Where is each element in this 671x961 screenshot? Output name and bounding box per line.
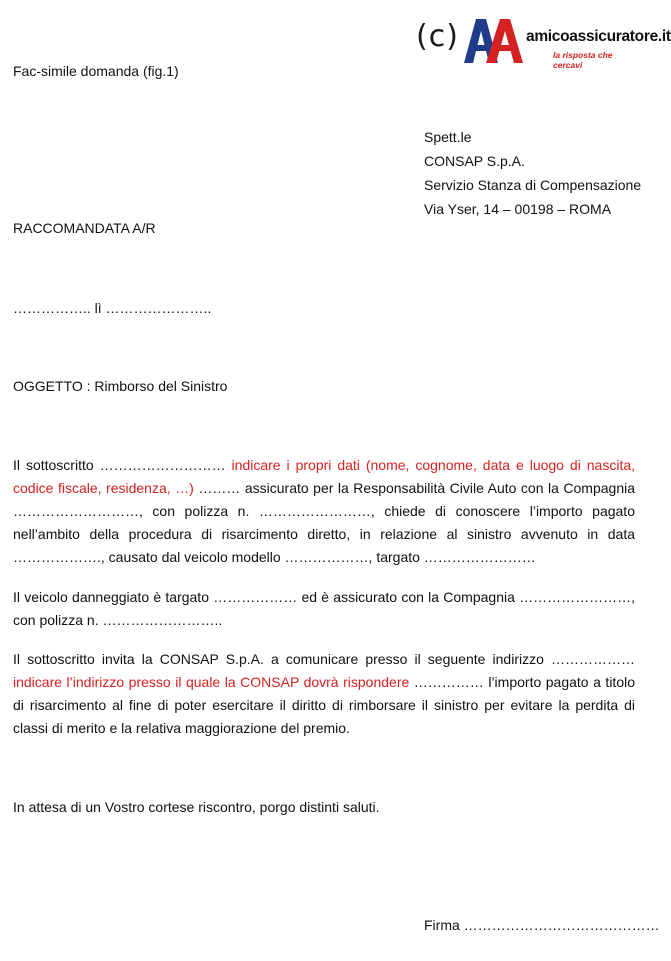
body-paragraph-2: Il veicolo danneggiato è targato ……………… ed è assicurato con la Compagnia ……………………, con polizza n. …………………….. (13, 589, 635, 628)
paragraph-1-intro: Il sottoscritto ……………………… (13, 457, 232, 473)
recipient-address (424, 125, 641, 221)
document-caption: Fac-simile domanda (fig.1) (13, 63, 179, 79)
logo-copyright-mark: (c) (416, 19, 459, 54)
paragraph-3-instruction: indicare l’indirizzo presso il quale la CONSAP dovrà rispondere (13, 674, 410, 690)
subject-line: OGGETTO : Rimborso del Sinistro (13, 378, 228, 394)
logo-brand-name: amicoassicuratore.it (526, 28, 671, 45)
signature-line: Firma …………………………………… (424, 917, 660, 933)
paragraph-1-rest: ……… assicurato per la Responsabilità Civile Auto con la Compagnia ………………………, con polizza n. ……………………, chiede di conoscere l’importo pagato nell’ambito della procedura di risarcimento diretto, in relazione al sinistro avvenuto in data ………………., causato dal veicolo modello ………………, targato …………………… (13, 480, 635, 565)
logo-tagline: la risposta che cercavi (553, 50, 613, 70)
closing-line: In attesa di un Vostro cortese riscontro, porgo distinti saluti. (13, 799, 380, 815)
paragraph-1-instruction: indicare i propri dati (nome, cognome, data e luogo di nascita, codice fiscale, residenza, …) (13, 457, 636, 496)
logo (416, 17, 671, 70)
paragraph-3-rest: …………… l’importo pagato a titolo di risarcimento al fine di poter esercitare il diritto di rimborsare il sinistro per evitare la perdita di classi di merito e la relativa maggiorazione del premio. (13, 674, 636, 736)
paragraph-3-intro: Il sottoscritto invita la CONSAP S.p.A. a comunicare presso il seguente indirizzo ……………… (13, 651, 635, 667)
mail-type: RACCOMANDATA A/R (13, 220, 156, 236)
recipient-salutation: Spett.le (424, 129, 472, 145)
place-date-line: …………….. lì ………………….. (13, 300, 212, 316)
body-paragraph-3 (13, 648, 635, 740)
recipient-department: Servizio Stanza di Compensazione (424, 177, 642, 193)
recipient-company: CONSAP S.p.A. (424, 153, 525, 169)
recipient-street: Via Yser, 14 – 00198 – ROMA (424, 201, 612, 217)
body-paragraph-1 (13, 454, 635, 569)
logo-aa-icon (462, 17, 524, 65)
